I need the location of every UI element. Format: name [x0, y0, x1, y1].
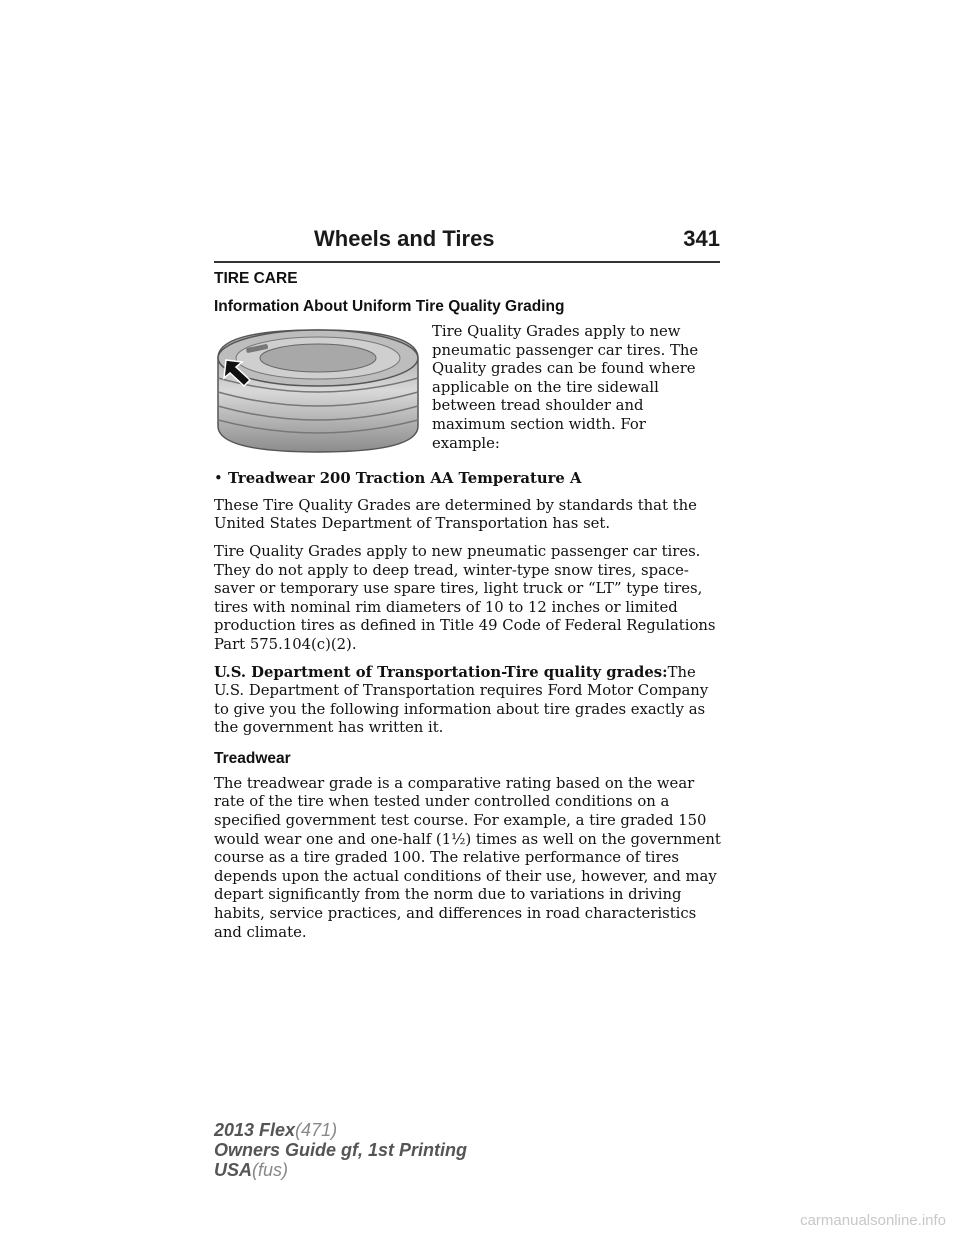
- tire-sidewall-figure: [214, 326, 422, 456]
- footer-market-code: (fus): [252, 1160, 289, 1180]
- paragraph-3: [214, 664, 724, 738]
- page-header: [214, 226, 720, 262]
- treadwear-paragraph: The treadwear grade is a comparative rating based on the wear rate of the tire when tested under controlled conditions on a specified government test course. For example, a tire graded 150 would wear one and one-half (1½) times as well on the government course as a tire graded 100. The relative performance of tires depends upon the actual conditions of their use, however, and may depart significantly from the norm due to variations in driving habits, service practices, and differences in road characteristics and climate.: [214, 774, 721, 941]
- heading-treadwear: Treadwear: [214, 749, 291, 767]
- section-title: Wheels and Tires: [314, 226, 495, 251]
- heading-tire-care: TIRE CARE: [214, 270, 298, 287]
- watermark: carmanualsonline.info: [800, 1212, 946, 1229]
- paragraph-2: Tire Quality Grades apply to new pneumatic passenger car tires. They do not apply to deep tread, winter-type snow tires, space-saver or temporary use spare tires, light truck or “LT” type tires, tires with nominal rim diameters of 10 to 12 inches or limited production tires as defined in Title 49 Code of Federal Regulations Part 575.104(c)(2).: [214, 542, 716, 653]
- footer-line-3: [214, 1160, 467, 1180]
- header-rule: [214, 261, 720, 263]
- page-number: 341: [683, 226, 720, 251]
- paragraph-3-lead: U.S. Department of Transportation-Tire quality grades:: [214, 663, 668, 681]
- intro-paragraph: Tire Quality Grades apply to new pneumatic passenger car tires. The Quality grades can be found where applicable on the tire sidewall between tread shoulder and maximum section width. For example:: [432, 323, 699, 452]
- footer-code: (471): [295, 1120, 338, 1140]
- figure-row: [214, 323, 724, 462]
- footer-line-1: [214, 1120, 467, 1140]
- page-footer: [214, 1120, 467, 1180]
- footer-line-2: Owners Guide gf, 1st Printing: [214, 1140, 468, 1160]
- footer-model: 2013 Flex: [214, 1120, 296, 1140]
- heading-uniform-grading: Information About Uniform Tire Quality Grading: [214, 298, 565, 315]
- bullet-item: • Treadwear 200 Traction AA Temperature A: [214, 470, 582, 488]
- paragraph-3-body: The U.S. Department of Transportation requires Ford Motor Company to give you the following information about tire grades exactly as the government has written it.: [214, 663, 709, 737]
- paragraph-1: These Tire Quality Grades are determined by standards that the United States Department of Transportation has set.: [214, 496, 697, 533]
- footer-market: USA: [214, 1160, 253, 1180]
- bullet-text: Treadwear 200 Traction AA Temperature A: [228, 470, 582, 488]
- page-content: [214, 270, 724, 951]
